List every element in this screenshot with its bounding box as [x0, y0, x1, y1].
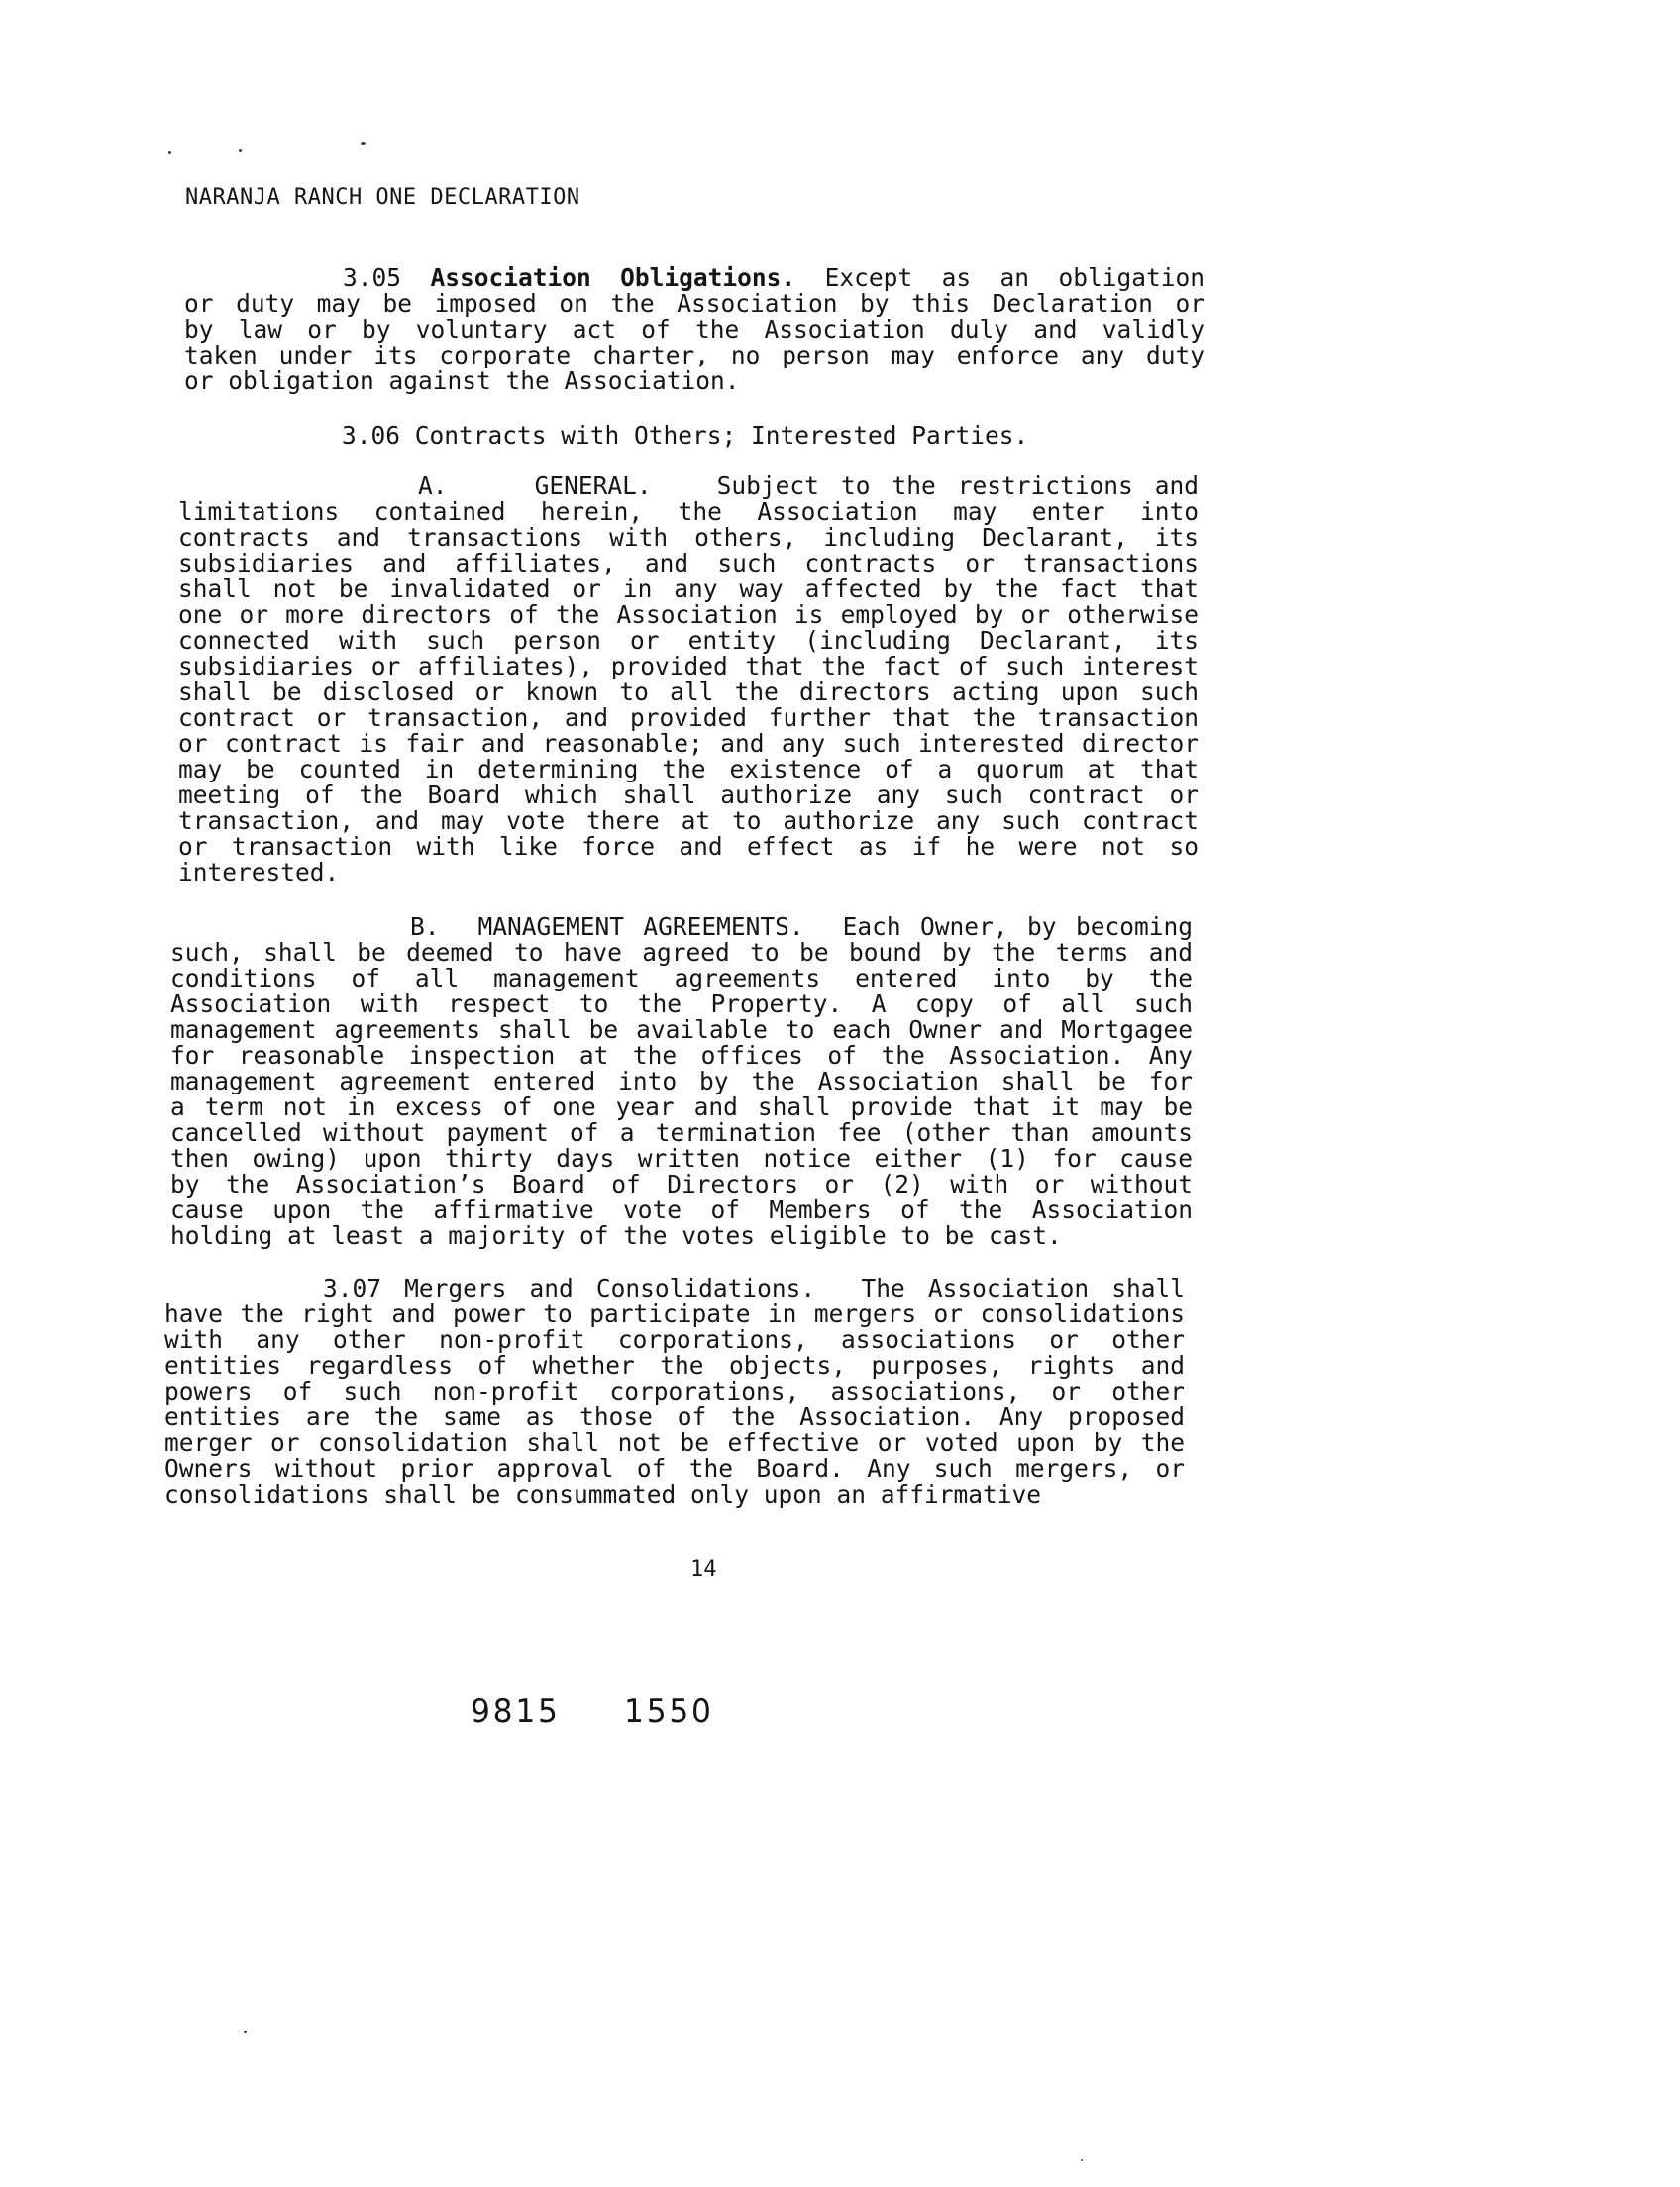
paragraph-line: connected with such person or entity (including Declarant, its: [178, 626, 1199, 655]
section-heading: 3.07 Mergers and Consolidations.: [323, 1274, 816, 1302]
subsection-label: A.: [418, 471, 448, 500]
paragraph-line: meeting of the Board which shall authorize any such contract or: [178, 781, 1199, 809]
scan-speck: [239, 149, 242, 152]
paragraph-line: powers of such non-profit corporations, associations, or other: [164, 1377, 1185, 1406]
recording-stamp: [471, 1692, 714, 1731]
section-3-07: [164, 1276, 1185, 1508]
paragraph-line: Each Owner, by becoming: [842, 912, 1193, 941]
page-number: 14: [690, 1557, 717, 1582]
paragraph-line: for reasonable inspection at the offices of the Association. Any: [170, 1041, 1193, 1070]
paragraph-line: conditions of all management agreements entered into by the: [170, 964, 1193, 992]
paragraph-line: management agreements shall be available to each Owner and Mortgagee: [170, 1015, 1193, 1044]
paragraph-line: then owing) upon thirty days written notice either (1) for cause: [170, 1144, 1193, 1173]
subsection-b-management-agreements: [170, 914, 1193, 1249]
paragraph-line: Subject to the restrictions and: [716, 471, 1199, 500]
scan-speck: [244, 2031, 247, 2033]
subsection-a-general: [178, 473, 1199, 885]
paragraph-line: limitations contained herein, the Association may enter into: [178, 497, 1199, 526]
paragraph-line: contract or transaction, and provided further that the transaction: [178, 703, 1199, 732]
scan-speck: [361, 142, 366, 145]
paragraph-line: a term not in excess of one year and shall provide that it may be: [170, 1093, 1193, 1121]
paragraph-line: shall not be invalidated or in any way affected by the fact that: [178, 574, 1199, 603]
paragraph-line: interested.: [178, 858, 340, 886]
subsection-title: GENERAL.: [534, 471, 652, 500]
subsection-label: B.: [410, 912, 440, 941]
paragraph-line: or transaction with like force and effect as if he were not so: [178, 832, 1199, 861]
scan-speck: [1081, 2159, 1083, 2161]
paragraph-line: Association with respect to the Property. A copy of all such: [170, 989, 1193, 1018]
section-3-07-first-line: [164, 1276, 1185, 1302]
paragraph-line: one or more directors of the Association is employed by or otherwise: [178, 600, 1199, 629]
paragraph-line: subsidiaries or affiliates), provided that the fact of such interest: [178, 652, 1199, 680]
paragraph-line: may be counted in determining the existence of a quorum at that: [178, 755, 1199, 783]
paragraph-line: have the right and power to participate in mergers or consolidations: [164, 1300, 1185, 1328]
paragraph-line: Except as an obligation: [824, 263, 1205, 292]
paragraph-line: by the Association’s Board of Directors or (2) with or without: [170, 1170, 1193, 1198]
paragraph-line: taken under its corporate charter, no person may enforce any duty: [184, 341, 1205, 369]
paragraph-line: Owners without prior approval of the Board. Any such mergers, or: [164, 1454, 1185, 1483]
paragraph-line: entities are the same as those of the Association. Any proposed: [164, 1403, 1185, 1431]
paragraph-line: by law or by voluntary act of the Association duly and validly: [184, 315, 1205, 344]
paragraph-line: merger or consolidation shall not be effective or voted upon by the: [164, 1428, 1185, 1457]
stamp-book-number: 9815: [471, 1692, 561, 1731]
paragraph-line: The Association shall: [861, 1274, 1185, 1302]
paragraph-line: subsidiaries and affiliates, and such contracts or transactions: [178, 549, 1199, 577]
paragraph-line: or obligation against the Association.: [184, 366, 740, 395]
subsection-b-first-line: [170, 914, 1193, 940]
paragraph-line: shall be disclosed or known to all the directors acting upon such: [178, 677, 1199, 706]
paragraph-line: management agreement entered into by the Association shall be for: [170, 1067, 1193, 1095]
scan-speck: [168, 151, 171, 154]
stamp-page-number: 1550: [624, 1692, 714, 1731]
section-3-05: [184, 265, 1205, 394]
paragraph-line: such, shall be deemed to have agreed to be bound by the terms and: [170, 938, 1193, 967]
document-header: NARANJA RANCH ONE DECLARATION: [185, 185, 580, 210]
paragraph-line: consolidations shall be consummated only upon an affirmative: [164, 1480, 1042, 1509]
section-3-06-heading: 3.06 Contracts with Others; Interested Parties.: [342, 421, 1029, 450]
paragraph-line: cancelled without payment of a termination fee (other than amounts: [170, 1118, 1193, 1147]
paragraph-line: or contract is fair and reasonable; and any such interested director: [178, 729, 1199, 758]
paragraph-line: holding at least a majority of the votes eligible to be cast.: [170, 1221, 1062, 1250]
paragraph-line: with any other non-profit corporations, associations or other: [164, 1325, 1185, 1354]
section-number: 3.05: [343, 263, 402, 292]
subsection-title: MANAGEMENT AGREEMENTS.: [477, 912, 804, 941]
subsection-a-first-line: [178, 473, 1199, 499]
paragraph-line: transaction, and may vote there at to authorize any such contract: [178, 806, 1199, 835]
section-title: Association Obligations.: [430, 263, 796, 292]
paragraph-line: cause upon the affirmative vote of Members of the Association: [170, 1196, 1193, 1224]
paragraph-line: or duty may be imposed on the Association by this Declaration or: [184, 289, 1205, 318]
paragraph-line: contracts and transactions with others, including Declarant, its: [178, 523, 1199, 552]
section-3-05-first-line: [184, 265, 1205, 291]
paragraph-line: entities regardless of whether the objects, purposes, rights and: [164, 1351, 1185, 1380]
